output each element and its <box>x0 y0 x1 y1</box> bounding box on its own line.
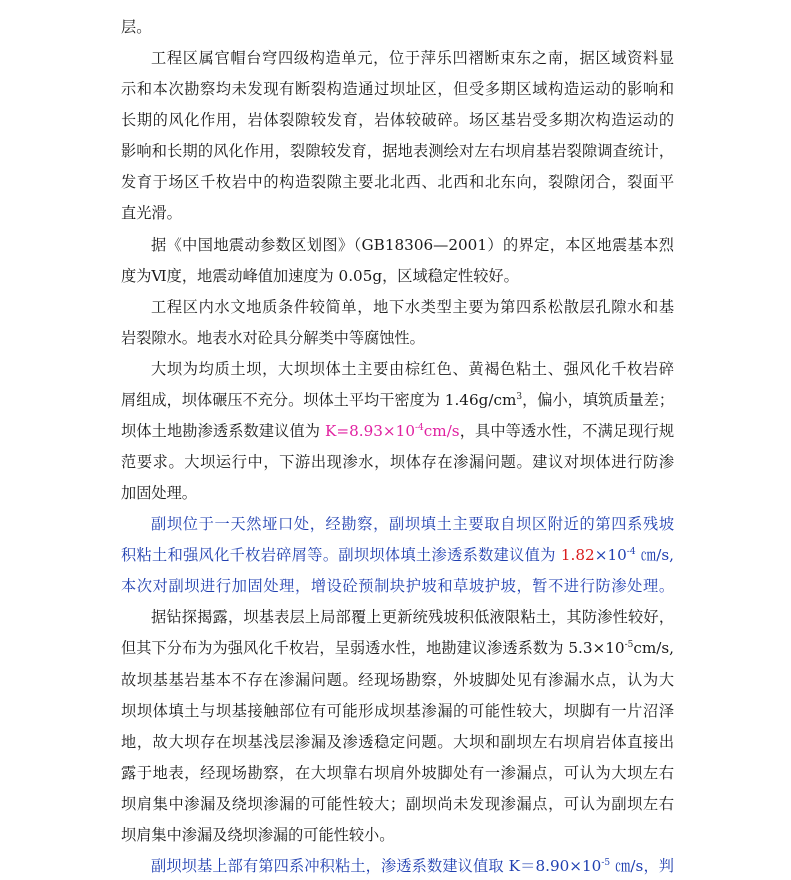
text-line: 本次对副坝进行加固处理，增设砼预制块护坡和草坡护坡，暂不进行防渗处理。 <box>121 577 674 596</box>
text-segment: 坝体土地勘渗透系数建议值为 <box>121 421 326 440</box>
superscript: -4 <box>626 547 636 558</box>
text-line <box>121 856 674 876</box>
text-line <box>121 390 674 410</box>
text-segment: ×10 <box>594 546 627 565</box>
text-line: 坝肩集中渗漏及绕坝渗漏的可能性较小。 <box>121 825 395 844</box>
text-line: 据《中国地震动参数区划图》（GB18306—2001）的界定，本区地震基本烈 <box>151 235 674 254</box>
text-line: 度为Ⅵ度，地震动峰值加速度为 0.05g，区域稳定性较好。 <box>121 266 519 285</box>
superscript: 3 <box>516 391 523 402</box>
text-line: 露于地表，经现场勘察，在大坝靠右坝肩外坡脚处有一渗漏点，可认为大坝左右 <box>121 763 674 782</box>
text-line: 示和本次勘察均未发现有断裂构造通过坝址区，但受多期区域构造运动的影响和 <box>121 80 674 99</box>
text-line <box>121 421 674 441</box>
text-line: 故坝基基岩基本不存在渗漏问题。经现场勘察，外坡脚处见有渗漏水点，认为大 <box>121 670 674 689</box>
text-line: 工程区内水文地质条件较简单，地下水类型主要为第四系松散层孔隙水和基 <box>151 297 674 316</box>
text-segment: cm/s, <box>633 639 674 658</box>
permeability-unit: cm/s <box>423 421 460 440</box>
text-line: 加固处理。 <box>121 484 197 503</box>
superscript: -5 <box>624 640 634 651</box>
text-line: 坝肩集中渗漏及绕坝渗漏的可能性较大；副坝尚未发现渗漏点，可认为副坝左右 <box>121 794 674 813</box>
text-line: 范要求。大坝运行中，下游出现渗水，坝体存在渗漏问题。建议对坝体进行防渗 <box>121 453 674 472</box>
text-segment: 积粘土和强风化千枚岩碎屑等。副坝坝体填土渗透系数建议值为 <box>121 546 561 565</box>
text-line: 层。 <box>121 18 152 36</box>
text-line: 坝坝体填土与坝基接触部位有可能形成坝基渗漏的可能性较大，坝脚有一片沼泽 <box>121 701 674 720</box>
text-line: 长期的风化作用，岩体裂隙较发育，岩体较破碎。场区基岩受多期次构造运动的 <box>121 111 674 130</box>
text-segment: ㎝/s, <box>635 546 674 565</box>
text-line <box>121 638 674 658</box>
text-segment: ㎝/s，判 <box>610 857 674 875</box>
text-segment: ，具中等透水性，不满足现行规 <box>459 421 675 440</box>
text-line: 据钻探揭露，坝基表层上局部覆上更新统残坡积低液限粘土，其防渗性较好， <box>151 608 674 627</box>
text-line: 影响和长期的风化作用，裂隙较发育，据地表测绘对左右坝肩基岩裂隙调查统计， <box>121 142 674 161</box>
text-line: 大坝为均质土坝，大坝坝体土主要由棕红色、黄褐色粘土、强风化千枚岩碎 <box>151 359 674 378</box>
text-segment: 副坝坝基上部有第四系冲积粘土，渗透系数建议值取 K＝8.90×10 <box>151 857 602 875</box>
text-line: 工程区属官帽台穹四级构造单元，位于萍乐凹褶断束东之南，据区域资料显 <box>151 49 674 68</box>
text-segment: 但其下分布为为强风化千枚岩，呈弱透水性，地勘建议渗透系数为 5.3×10 <box>121 639 625 658</box>
superscript: -4 <box>415 422 424 433</box>
text-line: 岩裂隙水。地表水对砼具分解类中等腐蚀性。 <box>121 328 425 347</box>
text-line <box>121 545 674 565</box>
text-line: 直光滑。 <box>121 204 182 223</box>
highlighted-value: 1.82 <box>560 546 595 565</box>
text-segment: 屑组成，坝体碾压不充分。坝体土平均干密度为 1.46g/cm <box>121 390 517 409</box>
text-segment: ，偏小，填筑质量差； <box>522 390 675 409</box>
text-line: 副坝位于一天然垭口处，经勘察，副坝填土主要取自坝区附近的第四系残坡 <box>151 515 674 534</box>
permeability-value: K=8.93×10 <box>325 421 415 440</box>
superscript: -5 <box>601 858 611 868</box>
text-line: 地，故大坝存在坝基浅层渗漏及渗透稳定问题。大坝和副坝左右坝肩岩体直接出 <box>121 732 674 751</box>
text-line: 发育于场区千枚岩中的构造裂隙主要北北西、北西和北东向，裂隙闭合，裂面平 <box>121 173 674 192</box>
